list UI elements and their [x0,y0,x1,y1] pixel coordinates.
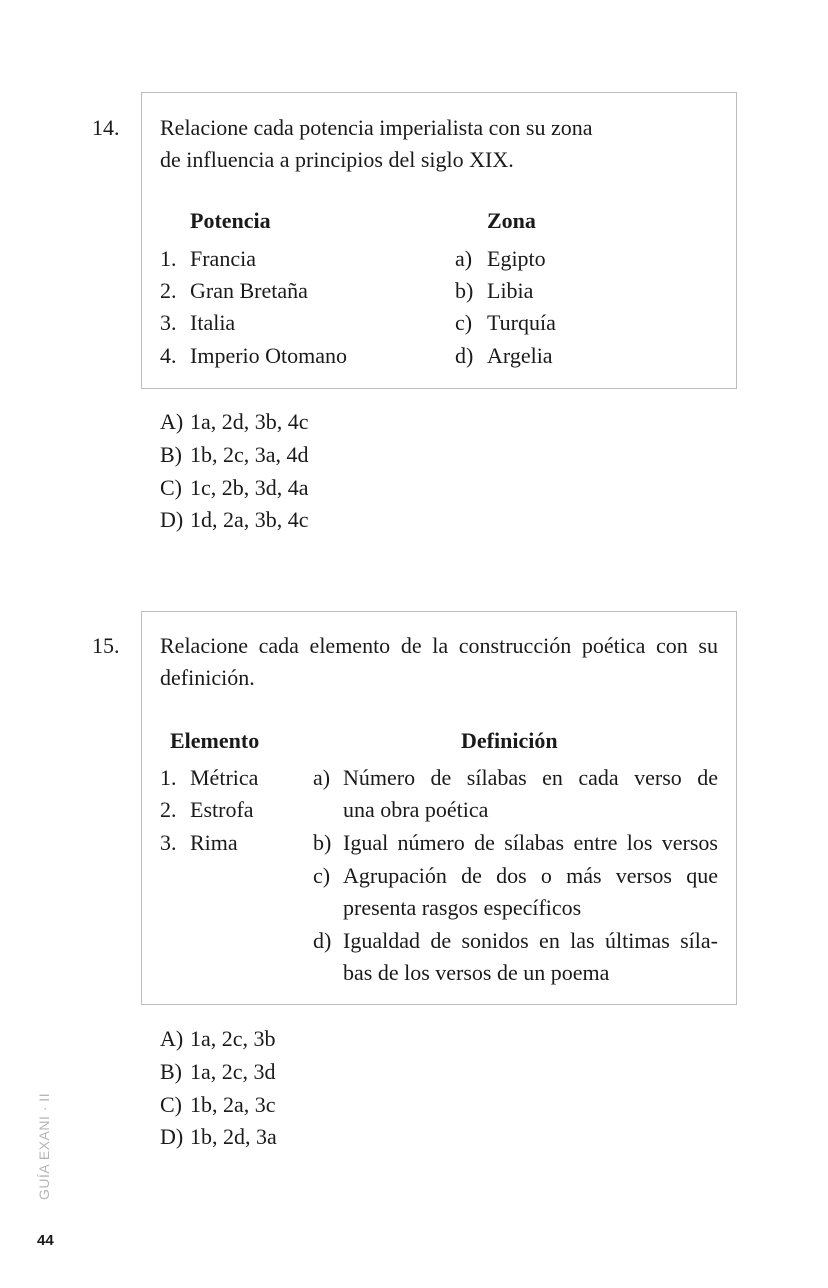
list-marker: b) [455,278,474,303]
option-c[interactable]: 1c, 2b, 3d, 4a [190,475,309,500]
list-marker: a) [313,765,331,790]
list-item: Egipto [487,246,546,271]
list-marker: a) [455,246,473,271]
option-c-letter: C) [160,1092,182,1117]
list-item: Italia [190,310,236,335]
option-d[interactable]: 1d, 2a, 3b, 4c [190,507,309,532]
column-header-elemento: Elemento [170,728,260,753]
definition-line: una obra poética [343,797,489,822]
question-14-prompt: de influencia a principios del siglo XIX. [160,147,514,172]
option-a[interactable]: 1a, 2d, 3b, 4c [190,409,309,434]
page-number: 44 [37,1232,54,1249]
list-marker: c) [455,310,473,335]
option-a-letter: A) [160,1026,184,1051]
column-header-zona: Zona [487,208,536,233]
question-15-number: 15. [92,633,120,658]
list-marker: c) [313,863,331,888]
column-header-definicion: Definición [461,728,558,753]
list-marker: d) [313,928,332,953]
option-b-letter: B) [160,442,182,467]
option-b-letter: B) [160,1059,182,1084]
list-marker: d) [455,343,474,368]
list-marker: 3. [160,310,177,335]
list-marker: 1. [160,246,177,271]
question-14-number: 14. [92,115,120,140]
definition-line: presenta rasgos específicos [343,895,582,920]
column-header-potencia: Potencia [190,208,271,233]
definition-line: Igual número de sílabas entre los versos [343,830,718,855]
list-item: Métrica [190,765,259,790]
option-d[interactable]: 1b, 2d, 3a [190,1124,277,1149]
list-item: Imperio Otomano [190,343,348,368]
list-marker: 4. [160,343,177,368]
list-marker: 1. [160,765,177,790]
list-marker: 3. [160,830,177,855]
option-a-letter: A) [160,409,184,434]
definition-line: Igualdad de sonidos en las últimas síla- [343,928,718,953]
option-d-letter: D) [160,507,184,532]
list-item: Gran Bretaña [190,278,308,303]
option-c[interactable]: 1b, 2a, 3c [190,1092,276,1117]
option-b[interactable]: 1b, 2c, 3a, 4d [190,442,309,467]
list-item: Libia [487,278,534,303]
question-15-prompt: definición. [160,665,255,690]
option-c-letter: C) [160,475,182,500]
list-marker: 2. [160,278,177,303]
definition-line: bas de los versos de un poema [343,960,610,985]
list-item: Argelia [487,343,553,368]
definition-line: Agrupación de dos o más versos que [343,863,718,888]
option-b[interactable]: 1a, 2c, 3d [190,1059,276,1084]
option-a[interactable]: 1a, 2c, 3b [190,1026,276,1051]
question-15-prompt: Relacione cada elemento de la construcción poética con su [160,633,718,658]
question-14-prompt: Relacione cada potencia imperialista con su zona [160,115,593,140]
list-item: Rima [190,830,238,855]
list-item: Estrofa [190,797,254,822]
list-marker: b) [313,830,332,855]
list-item: Turquía [487,310,556,335]
list-marker: 2. [160,797,177,822]
side-running-title: GUÍA EXANI · II [36,1092,52,1200]
option-d-letter: D) [160,1124,184,1149]
definition-line: Número de sílabas en cada verso de [343,765,718,790]
list-item: Francia [190,246,256,271]
